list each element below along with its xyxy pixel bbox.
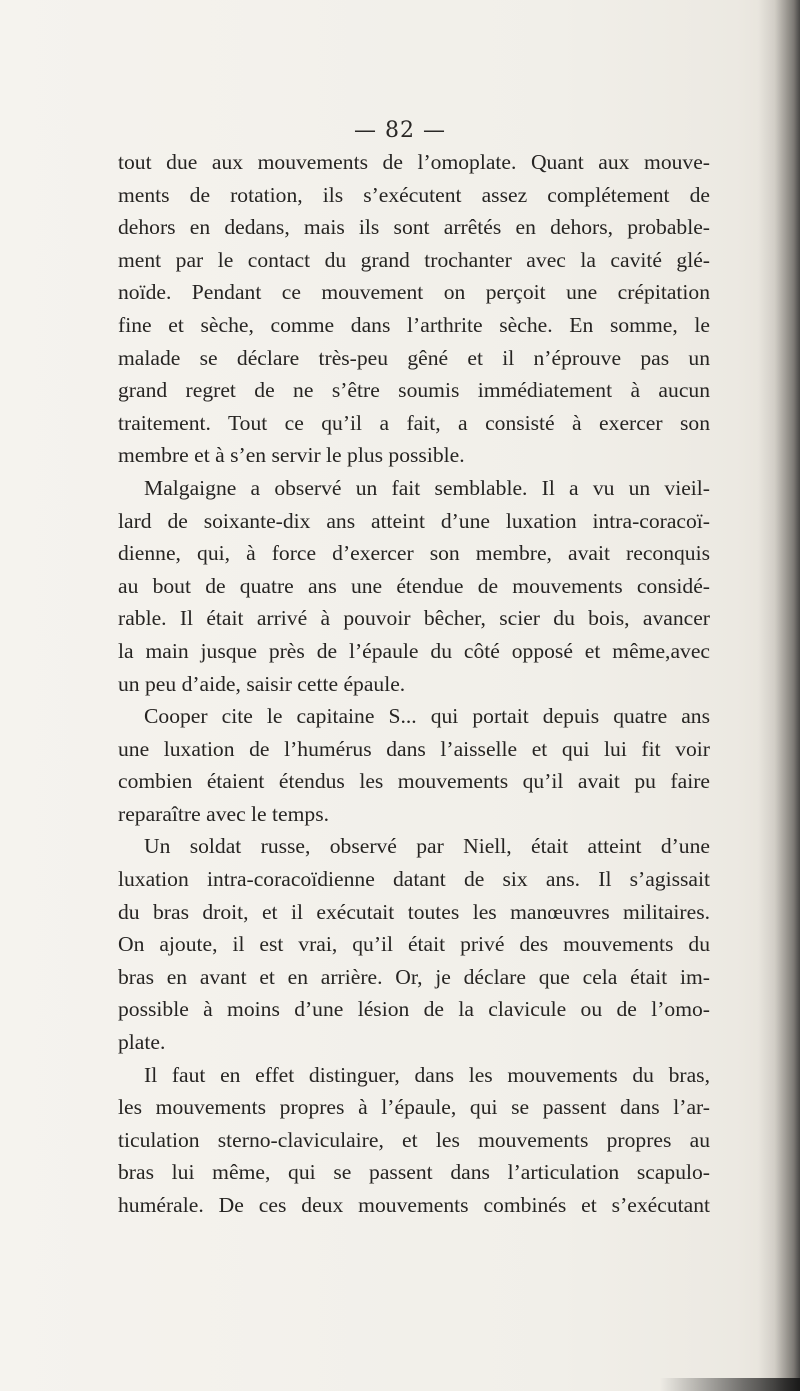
- text-line: fine et sèche, comme dans l’arthrite sèche. En somme, le: [118, 312, 710, 337]
- page-bottom-shadow: [660, 1378, 800, 1391]
- text-line: combien étaient étendus les mouvements qu’il avait pu faire: [118, 769, 710, 794]
- text-line: un peu d’aide, saisir cette épaule.: [118, 671, 406, 696]
- text-line: On ajoute, il est vrai, qu’il était privé des mouvements du: [118, 932, 710, 957]
- text-line: bras lui même, qui se passent dans l’articulation scapulo-: [118, 1160, 710, 1185]
- body-text: [118, 146, 710, 1222]
- page-binding-shadow: [758, 0, 800, 1391]
- page-number: — 82 —: [354, 118, 446, 143]
- text-line: Un soldat russe, observé par Niell, était atteint d’une: [144, 834, 710, 859]
- text-line: au bout de quatre ans une étendue de mouvements considé-: [118, 573, 710, 598]
- text-line: possible à moins d’une lésion de la clavicule ou de l’omo-: [118, 997, 710, 1022]
- text-line: rable. Il était arrivé à pouvoir bêcher, scier du bois, avancer: [118, 606, 710, 631]
- text-line: bras en avant et en arrière. Or, je déclare que cela était im-: [118, 964, 710, 989]
- text-line: grand regret de ne s’être soumis immédiatement à aucun: [118, 378, 710, 403]
- text-line: une luxation de l’humérus dans l’aisselle et qui lui fit voir: [118, 736, 710, 761]
- text-line: ments de rotation, ils s’exécutent assez complétement de: [118, 182, 710, 207]
- text-line: Cooper cite le capitaine S... qui portait depuis quatre ans: [144, 704, 710, 729]
- text-line: Malgaigne a observé un fait semblable. Il a vu un vieil-: [144, 475, 710, 500]
- text-line: ticulation sterno-claviculaire, et les mouvements propres au: [118, 1127, 710, 1152]
- text-line: dehors en dedans, mais ils sont arrêtés en dehors, probable-: [118, 215, 710, 240]
- text-line: membre et à s’en servir le plus possible.: [118, 443, 465, 468]
- text-line: tout due aux mouvements de l’omoplate. Quant aux mouve-: [118, 150, 710, 174]
- text-line: humérale. De ces deux mouvements combinés et s’exécutant: [118, 1193, 710, 1217]
- text-line: malade se déclare très-peu gêné et il n’éprouve pas un: [118, 345, 710, 370]
- text-line: Il faut en effet distinguer, dans les mouvements du bras,: [144, 1062, 710, 1087]
- text-line: la main jusque près de l’épaule du côté opposé et même,avec: [118, 638, 710, 663]
- text-line: ment par le contact du grand trochanter avec la cavité glé-: [118, 247, 710, 272]
- text-line: dienne, qui, à force d’exercer son membre, avait reconquis: [118, 541, 710, 566]
- text-line: du bras droit, et il exécutait toutes les manœuvres militaires.: [118, 899, 710, 924]
- text-line: traitement. Tout ce qu’il a fait, a consisté à exercer son: [118, 410, 710, 435]
- text-line: luxation intra-coracoïdienne datant de six ans. Il s’agissait: [118, 867, 710, 892]
- text-line: noïde. Pendant ce mouvement on perçoit une crépitation: [118, 280, 710, 305]
- text-line: plate.: [118, 1030, 166, 1055]
- text-line: les mouvements propres à l’épaule, qui se passent dans l’ar-: [118, 1095, 710, 1120]
- text-line: lard de soixante-dix ans atteint d’une luxation intra-coracoï-: [118, 508, 710, 533]
- text-line: reparaître avec le temps.: [118, 801, 330, 826]
